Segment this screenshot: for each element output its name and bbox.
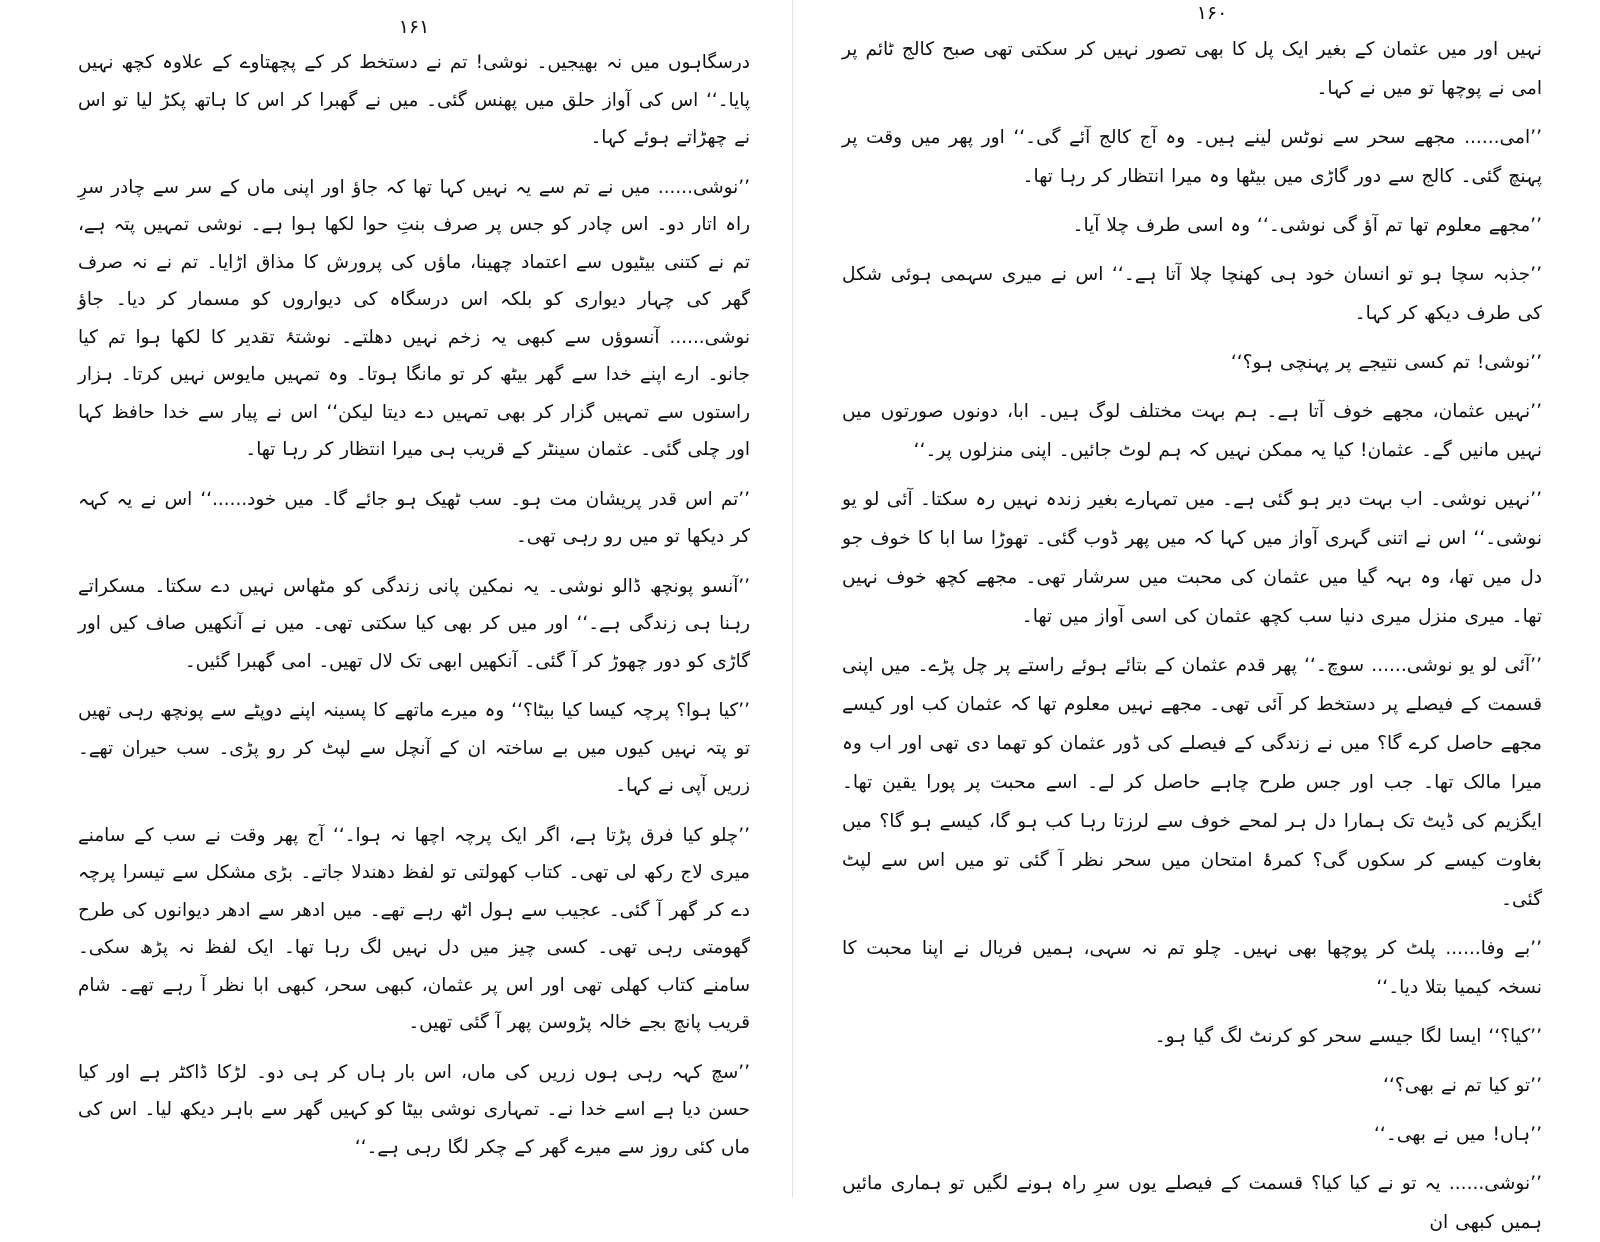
right-page-body (842, 30, 1542, 1242)
right-page (800, 0, 1600, 1233)
paragraph: ’’کیا؟‘‘ ایسا لگا جیسے سحر کو کرنٹ لگ گیا ہو۔ (1154, 1026, 1542, 1047)
book-spine-divider (792, 0, 793, 1198)
paragraph: ’’تم اس قدر پریشان مت ہو۔ سب ٹھیک ہو جائے گا۔ میں خود......‘‘ اس نے یہ کہہ کر دیکھا تو میں رو رہی تھی۔ (78, 488, 750, 547)
paragraph: ’’نوشی...... یہ تو نے کیا کیا؟ قسمت کے فیصلے یوں سرِ راہ ہونے لگیں تو ہماری مائیں ہمیں کبھی ان (842, 1173, 1542, 1233)
paragraph: ’’نوشی! تم کسی نتیجے پر پہنچی ہو؟‘‘ (1230, 352, 1542, 373)
left-page-number: ۱۶۱ (398, 16, 430, 38)
paragraph: درسگاہوں میں نہ بھیجیں۔ نوشی! تم نے دستخط کر کے پچھتاوے کے علاوہ کچھ نہیں پایا۔‘‘ اس کی آواز حلق میں پھنس گئی۔ میں نے گھبرا کر اس کا ہاتھ پکڑ لیا تو اس نے چھڑاتے ہوئے کہا۔ (78, 52, 750, 148)
paragraph: ’’کیا ہوا؟ پرچہ کیسا کیا بیٹا؟‘‘ وہ میرے ماتھے کا پسینہ اپنے دوپٹے سے پونچھ رہی تھیں تو پتہ نہیں کیوں میں بے ساختہ ان کے آنچل سے لپٹ کر رو پڑی۔ سب حیران تھے۔ زریں آپی نے کہا۔ (78, 700, 750, 796)
left-page-body (78, 44, 750, 1166)
paragraph: ’’تو کیا تم نے بھی؟‘‘ (1383, 1075, 1542, 1096)
paragraph: نہیں اور میں عثمان کے بغیر ایک پل کا بھی تصور نہیں کر سکتی تھی صبح کالج ٹائم پر امی نے پوچھا تو میں نے کہا۔ (842, 39, 1542, 99)
paragraph: ’’آئی لو یو نوشی...... سوچ۔‘‘ پھر قدم عثمان کے بتائے ہوئے راستے پر چل پڑے۔ میں اپنی قسمت کے فیصلے پر دستخط کر آئی تھی۔ مجھے نہیں معلوم تھا کہ عثمان کب اور کیسے مجھے حاصل کرے گا؟ میں نے زندگی کے فیصلے کی ڈور عثمان کو تھما دی تھی اور اب وہ میرا مالک تھا۔ جب اور جس طرح چاہے حاصل کر لے۔ اسے محبت پر پورا یقین تھا۔ ایگزیم کی ڈیٹ تک ہمارا دل ہر لمحے خوف سے لرزتا رہا کب ہو گا، کیسے ہو گا؟ میں بغاوت کیسے کر سکوں گی؟ کمرۂ امتحان میں سحر نظر آ گئی تو میں اس سے لپٹ گئی۔ (842, 655, 1542, 910)
paragraph: ’’نوشی...... میں نے تم سے یہ نہیں کہا تھا کہ جاؤ اور اپنی ماں کے سر سے چادر سرِ راہ اتار دو۔ اس چادر کو جس پر صرف بنتِ حوا لکھا ہوا ہے۔ نوشی تمہیں پتہ ہے، تم نے کتنی بیٹیوں سے اعتماد چھینا، ماؤں کی پرورش کا مذاق اڑایا۔ تم نے نہ صرف گھر کی چہار دیواری کو بلکہ اس درسگاہ کی دیواروں کو مسمار کر دیا۔ جاؤ نوشی...... آنسوؤں سے کبھی یہ زخم نہیں دھلتے۔ نوشتۂ تقدیر کا لکھا ہوا تم کیا جانو۔ ارے اپنے خدا سے گھر بیٹھ کر تو مانگا ہوتا۔ وہ تمہیں مایوس نہیں کرتا۔ ہزار راستوں سے تمہیں گزار کر بھی تمہیں دے دیتا لیکن‘‘ اس نے پیار سے خدا حافظ کہا اور چلی گئی۔ عثمان سینٹر کے قریب ہی میرا انتظار کر رہا تھا۔ (78, 176, 750, 460)
paragraph: ’’نہیں عثمان، مجھے خوف آتا ہے۔ ہم بہت مختلف لوگ ہیں۔ ابا، دونوں صورتوں میں نہیں مانیں گے۔ عثمان! کیا یہ ممکن نہیں کہ ہم لوٹ جائیں۔ اپنی منزلوں پر۔‘‘ (842, 401, 1542, 461)
paragraph: ’’ہاں! میں نے بھی۔‘‘ (1374, 1124, 1542, 1145)
right-page-number: ۱۶۰ (1196, 2, 1228, 24)
paragraph: ’’امی...... مجھے سحر سے نوٹس لینے ہیں۔ وہ آج کالج آئے گی۔‘‘ اور پھر میں وقت پر پہنچ گئی۔ کالج سے دور گاڑی میں بیٹھا وہ میرا انتظار کر رہا تھا۔ (842, 127, 1542, 187)
paragraph: ’’مجھے معلوم تھا تم آؤ گی نوشی۔‘‘ وہ اسی طرف چلا آیا۔ (1072, 215, 1542, 236)
paragraph: ’’آنسو پونچھ ڈالو نوشی۔ یہ نمکین پانی زندگی کو مٹھاس نہیں دے سکتا۔ مسکراتے رہنا ہی زندگی ہے۔‘‘ اور میں کر بھی کیا سکتی تھی۔ میں نے آنکھیں صاف کیں اور گاڑی کو دور چھوڑ کر آ گئی۔ آنکھیں ابھی تک لال تھیں۔ امی گھبرا گئیں۔ (78, 575, 750, 672)
paragraph: ’’چلو کیا فرق پڑتا ہے، اگر ایک پرچہ اچھا نہ ہوا۔‘‘ آج پھر وقت نے سب کے سامنے میری لاج رکھ لی تھی۔ کتاب کھولتی تو لفظ دھندلا جاتے۔ بڑی مشکل سے تیسرا پرچہ دے کر گھر آ گئی۔ عجیب سے ہول اٹھ رہے تھے۔ میں ادھر سے ادھر دیوانوں کی طرح گھومتی رہی تھی۔ کسی چیز میں دل نہیں لگ رہا تھا۔ ایک لفظ نہ پڑھ سکی۔ سامنے کتاب کھلی تھی اور اس پر عثمان، کبھی سحر، کبھی ابا نظر آ رہے تھے۔ شام قریب پانچ بجے خالہ پڑوسن پھر آ گئی تھیں۔ (78, 824, 750, 1033)
left-page (0, 0, 784, 1198)
paragraph: ’’سچ کہہ رہی ہوں زریں کی ماں، اس بار ہاں کر ہی دو۔ لڑکا ڈاکٹر ہے اور کیا حسن دیا ہے اسے خدا نے۔ تمہاری نوشی بیٹا کو کہیں گھر سے باہر دیکھ لیا۔ اس کی ماں کئی روز سے میرے گھر کے چکر لگا رہی ہے۔‘‘ (78, 1061, 750, 1158)
paragraph: ’’جذبہ سچا ہو تو انسان خود ہی کھنچا چلا آتا ہے۔‘‘ اس نے میری سہمی ہوئی شکل کی طرف دیکھ کر کہا۔ (842, 264, 1542, 324)
paragraph: ’’بے وفا...... پلٹ کر پوچھا بھی نہیں۔ چلو تم نہ سہی، ہمیں فریال نے اپنا محبت کا نسخہ کیمیا بتلا دیا۔‘‘ (842, 938, 1542, 998)
paragraph: ’’نہیں نوشی۔ اب بہت دیر ہو گئی ہے۔ میں تمہارے بغیر زندہ نہیں رہ سکتا۔ آئی لو یو نوشی۔‘‘ اس نے اتنی گہری آواز میں کہا کہ میں پھر ڈوب گئی۔ تھوڑا سا ابا کا خوف جو دل میں تھا، وہ بہہ گیا میں عثمان کی محبت میں سرشار تھی۔ مجھے کچھ خوف نہیں تھا۔ میری منزل میری دنیا سب کچھ عثمان کی اسی آواز میں تھا۔ (842, 489, 1542, 627)
